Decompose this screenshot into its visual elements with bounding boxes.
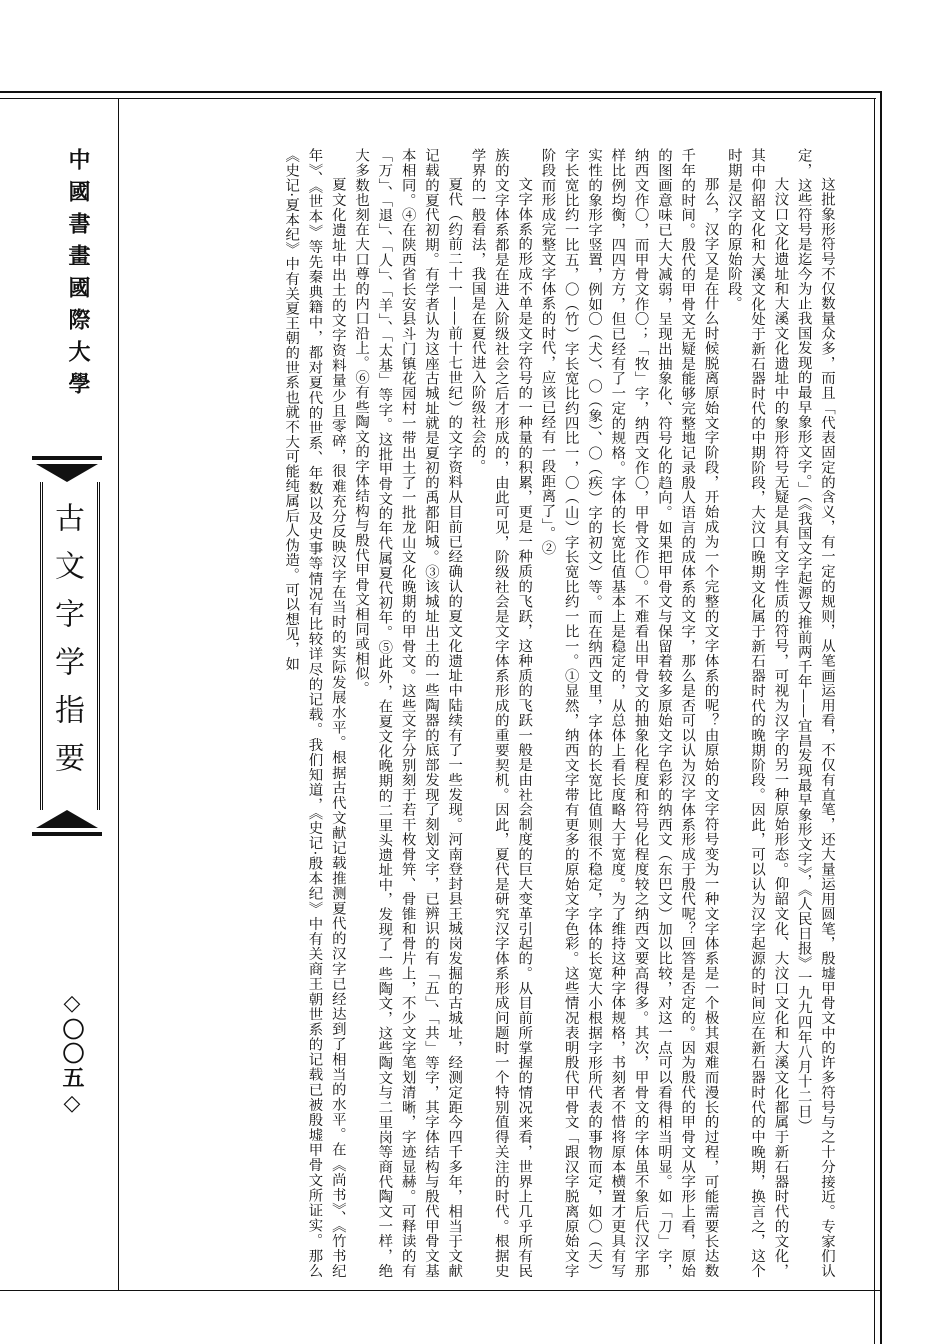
paragraph: 夏代（约前二十一——前十七世纪）的文字资料从目前已经确认的夏文化遗址中陆续有了一些发现。河南登封县王城岗发掘的古城址，经测定距今四千多年，相当于文献记载的夏代初期。有学者认为这座古城址就是夏初的禹都阳城。③该城址出土的一些陶器的底部发现了刻划文字，已辨识的有「五」、「共」等字，其字体结构与殷代甲骨文基本相同。④在陕西省长安县斗门镇花园村一带出土了一批龙山文化晚期的甲骨文。这些文字分别刻于若干枚骨笄、骨锥和骨片上，不少文字笔划清晰，字迹显赫。可释读的有「万」、「退」、「人」、「羊」、「太基」等字。这批甲骨文的年代属夏代初年。⑤此外，在夏文化晚期的二里头遗址中，发现了一些陶文，这些陶文与二里岗等商代陶文一样，绝大多数也刻在大口尊的内口沿上。⑥有些陶文的字体结构与殷代甲骨文相同或相似。 [353,148,463,1278]
paragraph: 那么，汉字又是在什么时候脱离原始文字阶段，开始成为一个完整的文字体系的呢？由原始的文字符号变为一种文字体系是一个极其艰难而漫长的过程，可能需要长达数千年的时间。殷代的甲骨文无疑是能够完整地记录殷人语言的成体系的文字，那么是否可以认为汉字体系形成于殷代呢？回答是否定的。因为殷代的甲骨文从字形上看，原始的图画意味已大大减弱，呈现出抽象化、符号化的趋向。如果把甲骨文与保留着较多原始文字色彩的纳西文（东巴文）加以比较，对这一点可以看得相当明显。如「刀」字，纳西文作〇，而甲骨文作〇；「牧」字，纳西文作〇，甲骨文作〇。不难看出甲骨文的抽象化程度和符号化程度较之纳西文要高得多。其次，甲骨文的字体虽不象后代汉字那样比例均衡，四四方方，但已经有了一定的规格。字体的长宽比值基本上是稳定的，从总体上看长度略大于宽度。为了维持这种字体规格，书刻者不惜将原本横置才更具有写实性的象形字竖置，例如〇（犬）、〇（象）、〇（疾）字的初文）等。而在纳西文里，字体的长宽比值则很不稳定，字体的长宽大小根据字形所代表的事物而定，如〇（天）字长宽比约一比五，〇（竹）字长宽比约四比一，〇（山）字长宽比约一比一。①显然，纳西文字带有更多的原始文字色彩。这些情况表明殷代甲骨文「跟汉字脱离原始文字阶段而形成完整文字体系的时代，应该已经有一段距离了」。② [539,148,719,1278]
paragraph: 文字体系的形成不单是文字符号的一种量的积累，更是一种质的飞跃，这种质的飞跃一般是由社会制度的巨大变革引起的。从目前所掌握的情况来看，世界上几乎所有民族的文字体系都是在进入阶级社会之后才形成的，由此可见，阶级社会是文字体系形成的重要契机。因此，夏代是研究汉字体系形成问题时一个特别值得关注的时代。根据史学界的一般看法，我国是在夏代进入阶级社会的。 [469,148,533,1278]
book-title-cartouche [26,456,108,836]
cartouche-bottom-ornament [32,810,102,836]
frame-top-inner-line [0,98,876,99]
paragraph: 大汶口文化遗址和大溪文化遗址中的象形符号无疑是具有文字性质的符号，可视为汉字的另一种原始形态。仰韶文化、大汶口文化和大溪文化都属于新石器时代的文化，其中仰韶文化和大溪文化处于新石器时代的中期阶段，大汶口晚期文化属于新石器时代的晚期阶段。因此，可以认为汉字起源的时间应在新石器时代的中晚期，换言之，这个时期是汉字的原始阶段。 [725,148,789,1278]
paragraph: 这批象形符号不仅数量众多，而且「代表固定的含义，有一定的规则，从笔画运用看，不仅有直笔，还大量运用圆笔，殷墟甲骨文中的许多符号与之十分接近。专家们认定，这些符号是迄今为止我国发现的最早象形文字。」（《我国文字起源又推前两千年——宜昌发现最早象形文字》，《人民日报》一九九四年八月十二日） [795,148,835,1278]
school-name: 中國書畫國際大學 [65,148,91,404]
book-title: 古文字学指要 [49,502,84,790]
frame-right-inner-line [874,98,875,1344]
page-number: ◇〇〇五◇ [59,990,85,1118]
body-text [148,148,838,1278]
margin-divider [118,98,119,1290]
paragraph: 夏文化遗址中出土的文字资料量少且零碎，很难充分反映汉字在当时的实际发展水平。根据古代文献记载推测夏代的汉字已经达到了相当的水平。在《尚书》、《竹书纪年》、《世本》等先秦典籍中，都对夏代的世系、年数以及史事等情况有比较详尽的记载。我们知道，《史记·殷本纪》中有关商王朝世系的记载已被殷墟甲骨文所证实。那么《史记·夏本纪》中有关夏王朝的世系也就不大可能纯属后人伪造。可以想见，如 [283,148,346,1278]
frame-bottom-line [0,1290,882,1291]
cartouche-top-ornament [32,456,102,482]
frame-right-line [880,91,882,1344]
frame-top-line [0,91,882,93]
